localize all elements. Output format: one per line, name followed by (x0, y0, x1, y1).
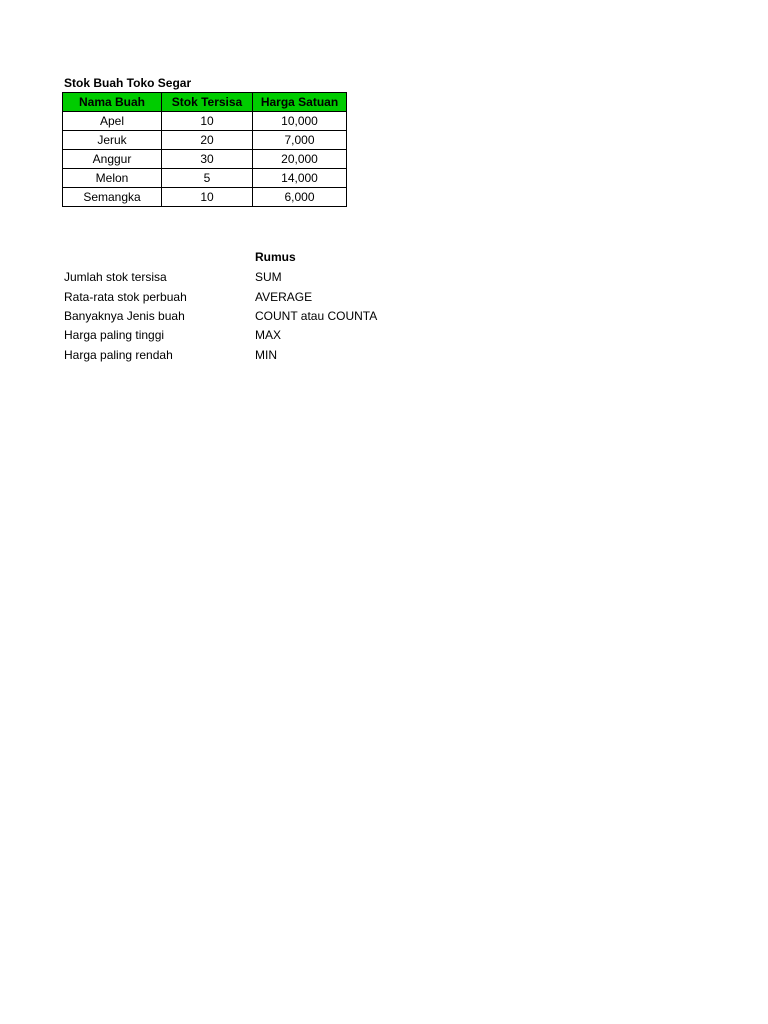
formula-row-sum (64, 269, 464, 288)
formula-function: MAX (255, 328, 282, 342)
formula-description: Jumlah stok tersisa (64, 270, 167, 284)
formula-description: Rata-rata stok perbuah (64, 290, 187, 304)
cell-harga-satuan: 14,000 (253, 169, 347, 188)
formula-function: AVERAGE (255, 290, 313, 304)
cell-harga-satuan: 6,000 (253, 188, 347, 207)
cell-harga-satuan: 7,000 (253, 131, 347, 150)
cell-harga-satuan: 10,000 (253, 112, 347, 131)
formula-description: Banyaknya Jenis buah (64, 309, 185, 323)
cell-nama-buah: Anggur (63, 150, 162, 169)
formula-description: Harga paling tinggi (64, 328, 165, 342)
cell-stok-tersisa: 5 (162, 169, 253, 188)
cell-stok-tersisa: 10 (162, 112, 253, 131)
table-row (63, 131, 347, 150)
formula-row-average (64, 289, 464, 308)
header-stok-tersisa: Stok Tersisa (162, 93, 253, 112)
table-row (63, 188, 347, 207)
cell-stok-tersisa: 30 (162, 150, 253, 169)
cell-stok-tersisa: 10 (162, 188, 253, 207)
table-row (63, 150, 347, 169)
header-harga-satuan: Harga Satuan (253, 93, 347, 112)
formula-row-count (64, 308, 464, 327)
cell-stok-tersisa: 20 (162, 131, 253, 150)
cell-nama-buah: Apel (63, 112, 162, 131)
cell-nama-buah: Semangka (63, 188, 162, 207)
table-header-row (63, 93, 347, 112)
fruit-stock-table (62, 92, 347, 207)
table-row (63, 169, 347, 188)
table-row (63, 112, 347, 131)
formula-function: SUM (255, 270, 282, 284)
formula-row-min (64, 347, 464, 366)
rumus-heading: Rumus (255, 250, 296, 264)
formula-function: COUNT atau COUNTA (255, 309, 378, 323)
sheet-title: Stok Buah Toko Segar (64, 76, 192, 90)
cell-nama-buah: Melon (63, 169, 162, 188)
formula-row-max (64, 327, 464, 346)
cell-harga-satuan: 20,000 (253, 150, 347, 169)
formula-function: MIN (255, 348, 277, 362)
cell-nama-buah: Jeruk (63, 131, 162, 150)
formula-description: Harga paling rendah (64, 348, 173, 362)
header-nama-buah: Nama Buah (63, 93, 162, 112)
